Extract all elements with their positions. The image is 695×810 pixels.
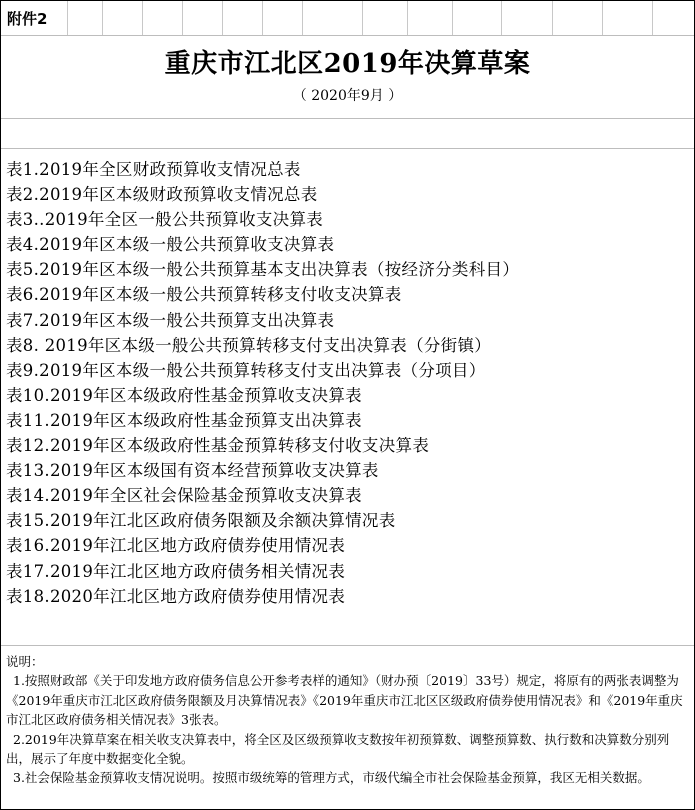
toc-item: 表11.2019年区本级政府性基金预算支出决算表 xyxy=(6,410,362,430)
grid-column-line xyxy=(182,1,183,35)
toc-item: 表16.2019年江北区地方政府债券使用情况表 xyxy=(6,536,346,556)
grid-column-line xyxy=(67,1,68,35)
toc-item: 表13.2019年区本级国有资本经营预算收支决算表 xyxy=(6,461,379,481)
note-item: 2.2019年决算草案在相关收支决算表中，将全区及区级预算收支数按年初预算数、调整预算数、执行数和决算数分别列出，展示了年度中数据变化全貌。 xyxy=(6,731,670,767)
grid-column-line xyxy=(102,1,103,35)
grid-column-line xyxy=(452,1,453,35)
grid-column-line xyxy=(501,1,502,35)
date-subtitle: （ 2020年9月 ） xyxy=(292,88,403,104)
toc-item: 表9.2019年区本级一般公共预算转移支付支出决算表（分项目） xyxy=(6,360,486,380)
notes-heading: 说明： xyxy=(6,654,44,669)
toc-item: 表1.2019年全区财政预算收支情况总表 xyxy=(6,160,301,179)
grid-column-line xyxy=(222,1,223,35)
page-title: 重庆市江北区2019年决算草案 xyxy=(164,49,531,79)
grid-column-line xyxy=(262,1,263,35)
toc-item: 表18.2020年江北区地方政府债券使用情况表 xyxy=(6,586,346,606)
toc-item: 表14.2019年全区社会保险基金预算收支决算表 xyxy=(6,486,362,506)
toc-item: 表2.2019年区本级财政预算收支情况总表 xyxy=(6,185,318,205)
toc-item: 表12.2019年区本级政府性基金预算转移支付收支决算表 xyxy=(6,436,430,456)
notes-section xyxy=(6,652,689,788)
toc-item: 表3..2019年全区一般公共预算收支决算表 xyxy=(6,210,324,230)
toc-item: 表4.2019年区本级一般公共预算收支决算表 xyxy=(6,235,335,255)
grid-column-line xyxy=(362,1,363,35)
toc-item: 表15.2019年江北区政府债务限额及余额决算情况表 xyxy=(6,511,396,531)
grid-column-line xyxy=(602,1,603,35)
row-divider xyxy=(1,118,694,119)
grid-column-line xyxy=(302,1,303,35)
grid-column-line xyxy=(142,1,143,35)
row-divider xyxy=(1,645,694,646)
toc-item: 表8. 2019年区本级一般公共预算转移支付支出决算表（分街镇） xyxy=(6,335,492,355)
table-of-contents xyxy=(6,157,519,609)
row-divider xyxy=(1,148,694,149)
toc-item: 表6.2019年区本级一般公共预算转移支付收支决算表 xyxy=(6,285,402,305)
toc-item: 表17.2019年江北区地方政府债务相关情况表 xyxy=(6,561,346,581)
toc-item: 表10.2019年区本级政府性基金预算收支决算表 xyxy=(6,385,362,405)
toc-item: 表7.2019年区本级一般公共预算支出决算表 xyxy=(6,310,335,330)
grid-column-line xyxy=(652,1,653,35)
grid-column-line xyxy=(552,1,553,35)
note-item: 3.社会保险基金预算收支情况说明。按照市级统筹的管理方式，市级代编全市社会保险基金预算，我区无相关数据。 xyxy=(13,770,650,786)
spreadsheet-top-row xyxy=(1,1,694,36)
note-item: 1.按照财政部《关于印发地方政府债务信息公开参考表样的通知》（财办预〔2019〕33号）规定，将原有的两张表调整为《2019年重庆市江北区政府债务限额及月决算情况表》《2019年重庆市江北区区级政府债券使用情况表》和《2019年重庆市江北区政府债务相关情况表》3张表。 xyxy=(6,673,683,728)
grid-column-line xyxy=(407,1,408,35)
attachment-label: 附件2 xyxy=(7,10,48,28)
toc-item: 表5.2019年区本级一般公共预算基本支出决算表（按经济分类科目） xyxy=(6,260,520,280)
